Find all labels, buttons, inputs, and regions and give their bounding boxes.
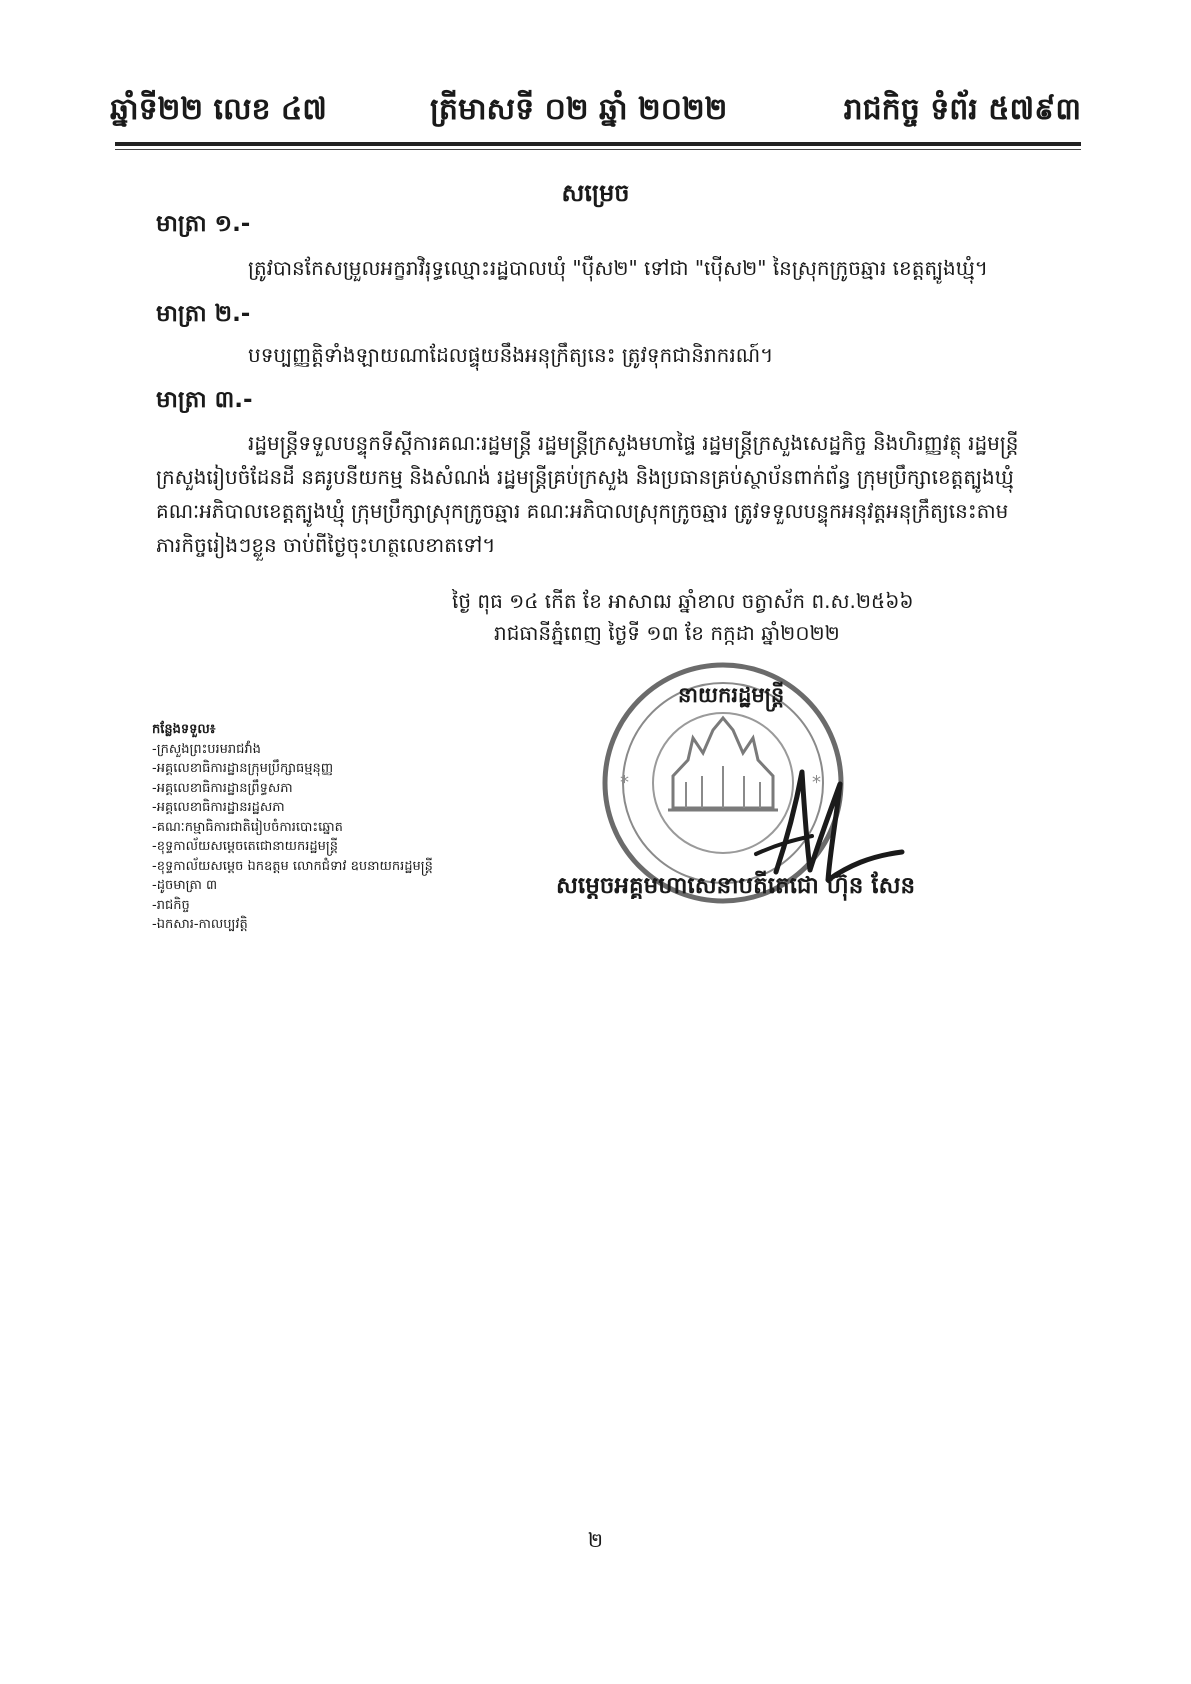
recipients-block bbox=[152, 720, 512, 935]
recipient-item: -រាជកិច្ច bbox=[152, 897, 190, 913]
article-1-body: ត្រូវបានកែសម្រួលអក្ខរាវិរុទ្ធឈ្មោះរដ្ឋបាលឃុំ "ប៉ឺស២" ទៅជា "ប៉ើស២" នៃស្រុកក្រូចឆ្មារ ខេត្តត្បូងឃ្មុំ។ bbox=[248, 256, 988, 280]
header-quarter: ត្រីមាសទី ០២ ឆ្នាំ ២០២២ bbox=[430, 92, 728, 127]
page-number: ២ bbox=[587, 1528, 604, 1552]
recipient-item: -គណៈកម្មាធិការជាតិរៀបចំការបោះឆ្នោត bbox=[152, 819, 343, 835]
header-divider-thick bbox=[115, 142, 1081, 146]
lunar-date: ថ្ងៃ ពុធ ១៤ កើត ខែ អាសាឍ ឆ្នាំខាល ចត្វាស័ក ព.ស.២៥៦៦ bbox=[452, 589, 914, 613]
recipient-item: -ដូចមាត្រា ៣ bbox=[152, 878, 218, 893]
decision-title: សម្រេច bbox=[561, 179, 630, 207]
header-divider-thin bbox=[115, 149, 1081, 150]
article-2-label: មាត្រា ២.- bbox=[156, 301, 251, 327]
article-3-label: មាត្រា ៣.- bbox=[156, 387, 253, 413]
gazette-header bbox=[110, 88, 1081, 134]
recipient-item: -ខុទ្ទកាល័យសម្តេច ឯកឧត្តម លោកជំទាវ ឧបនាយករដ្ឋមន្ត្រី bbox=[152, 858, 433, 874]
signer-title: នាយករដ្ឋមន្ត្រី bbox=[678, 683, 785, 707]
header-year-issue: ឆ្នាំទី២២ លេខ ៤៧ bbox=[110, 92, 327, 127]
svg-text:*: * bbox=[812, 772, 821, 793]
recipient-item: -ក្រសួងព្រះបរមរាជវាំង bbox=[152, 741, 261, 757]
article-3-body: រដ្ឋមន្ត្រីទទួលបន្ទុកទីស្តីការគណៈរដ្ឋមន្ត្រី រដ្ឋមន្ត្រីក្រសួងមហាផ្ទៃ រដ្ឋមន្ត្រីក្រសួងសេដ្ឋកិច្ច និងហិរញ្ញវត្ថុ រដ្ឋមន្ត្រីក្រសួងរៀបចំដែនដី នគរូបនីយកម្ម និងសំណង់ រដ្ឋមន្ត្រីគ្រប់ក្រសួង និងប្រធានគ្រប់ស្ថាប័នពាក់ព័ន្ធ ក្រុមប្រឹក្សាខេត្តត្បូងឃ្មុំ គណៈអភិបាលខេត្តត្បូងឃ្មុំ ក្រុមប្រឹក្សាស្រុកក្រូចឆ្មារ គណៈអភិបាលស្រុកក្រូចឆ្មារ ត្រូវទទួលបន្ទុកអនុវត្តអនុក្រឹត្យនេះតាមភារកិច្ចរៀងៗខ្លួន ចាប់ពីថ្ងៃចុះហត្ថលេខាតទៅ។ bbox=[156, 431, 1019, 557]
header-page-ref: រាជកិច្ច ទំព័រ ៥៧៩៣ bbox=[843, 92, 1081, 127]
recipient-item: -អគ្គលេខាធិការដ្ឋានរដ្ឋសភា bbox=[152, 800, 285, 815]
recipient-item: -ឯកសារ-កាលប្បវត្តិ bbox=[152, 917, 248, 932]
recipient-item: -អគ្គលេខាធិការដ្ឋានព្រឹទ្ធសភា bbox=[152, 780, 293, 796]
solar-date: រាជធានីភ្នំពេញ ថ្ងៃទី ១៣ ខែ កក្កដា ឆ្នាំ២០២២ bbox=[494, 621, 840, 645]
article-2-body: បទប្បញ្ញត្តិទាំងឡាយណាដែលផ្ទុយនឹងអនុក្រឹត្យនេះ ត្រូវទុកជានិរាករណ៍។ bbox=[248, 343, 774, 367]
article-1-label: មាត្រា ១.- bbox=[156, 211, 251, 237]
recipient-item: -ខុទ្ទកាល័យសម្តេចតេជោនាយករដ្ឋមន្ត្រី bbox=[152, 839, 338, 854]
svg-text:*: * bbox=[620, 772, 629, 793]
recipient-item: -អគ្គលេខាធិការដ្ឋានក្រុមប្រឹក្សាធម្មនុញ្ញ bbox=[152, 761, 334, 776]
recipients-title: កន្លែងទទួល៖ bbox=[152, 722, 216, 737]
signer-name: សម្តេចអគ្គមហាសេនាបតីតេជោ ហ៊ុន សែន bbox=[556, 873, 916, 899]
